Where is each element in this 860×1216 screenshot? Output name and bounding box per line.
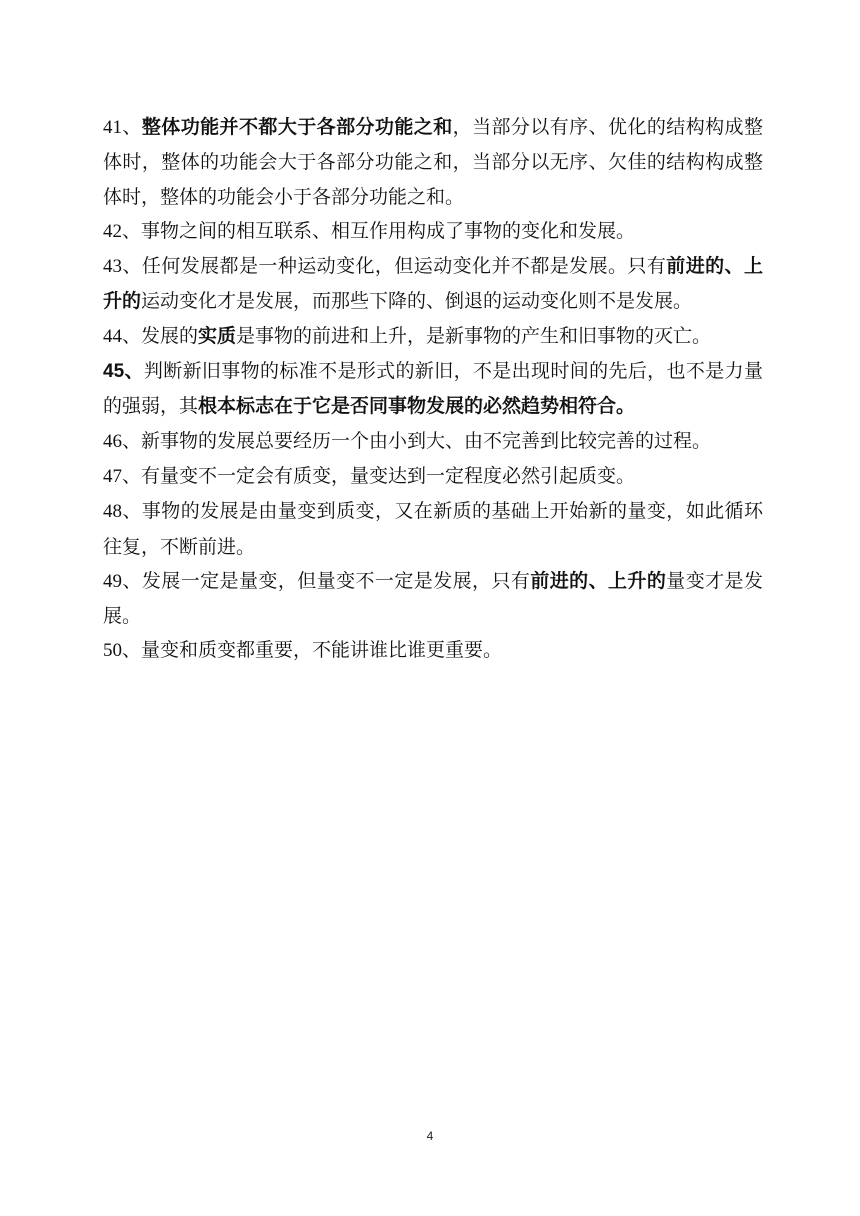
body-text: 量变才是发展。 <box>103 569 763 628</box>
item-separator: 、 <box>122 116 142 138</box>
item-separator: 、 <box>122 639 142 662</box>
item-separator: 、 <box>122 569 142 592</box>
body-text: 事物之间的相互联系、相互作用构成了事物的变化和发展。 <box>141 219 636 242</box>
body-text: ，当部分以有序、优化的结构构成整体时，整体的功能会大于各部分功能之和，当部分以无序、欠佳的结构构成整体时，整体的功能会小于各部分功能之和。 <box>103 116 763 208</box>
body-text: 是事物的前进和上升，是新事物的产生和旧事物的灭亡。 <box>236 324 712 347</box>
body-text: 判断新旧事物的标准不是形式的新旧，不是出现时间的先后，也不是力量的强弱，其 <box>103 360 763 418</box>
emphasis-text: 整体功能并不都大于各部分功能之和 <box>141 116 453 138</box>
paragraph-item <box>103 564 763 634</box>
item-separator: 、 <box>122 324 142 347</box>
item-separator: 、 <box>122 255 142 278</box>
paragraph-item <box>103 214 763 249</box>
paragraph-item <box>103 633 763 668</box>
item-number: 49 <box>103 570 122 592</box>
paragraph-item <box>103 354 763 424</box>
item-number: 41 <box>103 117 122 138</box>
page-number: 4 <box>426 1129 434 1143</box>
body-text: 发展的 <box>141 324 199 347</box>
body-text: 发展一定是量变，但量变不一定是发展，只有 <box>141 569 531 592</box>
item-number: 47 <box>103 465 122 487</box>
item-separator: 、 <box>122 429 142 452</box>
item-number: 42 <box>103 220 122 242</box>
document-body <box>103 110 763 669</box>
emphasis-text: 前进的、上升的 <box>103 255 763 313</box>
body-text: 任何发展都是一种运动变化，但运动变化并不都是发展。只有 <box>141 255 667 278</box>
body-text: 新事物的发展总要经历一个由小到大、由不完善到比较完善的过程。 <box>141 429 712 452</box>
emphasis-text: 前进的、上升的 <box>530 569 667 592</box>
emphasis-text: 实质 <box>198 324 237 347</box>
paragraph-item <box>103 249 763 319</box>
paragraph-item <box>103 319 763 354</box>
item-number: 43 <box>103 256 122 278</box>
item-number: 44 <box>103 325 122 347</box>
body-text: 有量变不一定会有质变，量变达到一定程度必然引起质变。 <box>141 464 636 487</box>
emphasis-text: 根本标志在于它是否同事物发展的必然趋势相符合。 <box>198 395 636 418</box>
item-separator: 、 <box>122 500 142 523</box>
item-number: 45 <box>103 361 125 383</box>
paragraph-item <box>103 494 763 564</box>
item-number: 48 <box>103 501 122 523</box>
body-text: 运动变化才是发展，而那些下降的、倒退的运动变化则不是发展。 <box>141 290 693 313</box>
paragraph-item <box>103 459 763 494</box>
item-number: 46 <box>103 430 122 452</box>
item-separator: 、 <box>124 360 144 383</box>
body-text: 量变和质变都重要，不能讲谁比谁更重要。 <box>141 639 503 662</box>
paragraph-item <box>103 424 763 459</box>
body-text: 事物的发展是由量变到质变，又在新质的基础上开始新的量变，如此循环往复，不断前进。 <box>103 500 763 558</box>
item-number: 50 <box>103 640 122 662</box>
paragraph-item <box>103 110 763 214</box>
item-separator: 、 <box>122 464 142 487</box>
item-separator: 、 <box>122 219 142 242</box>
